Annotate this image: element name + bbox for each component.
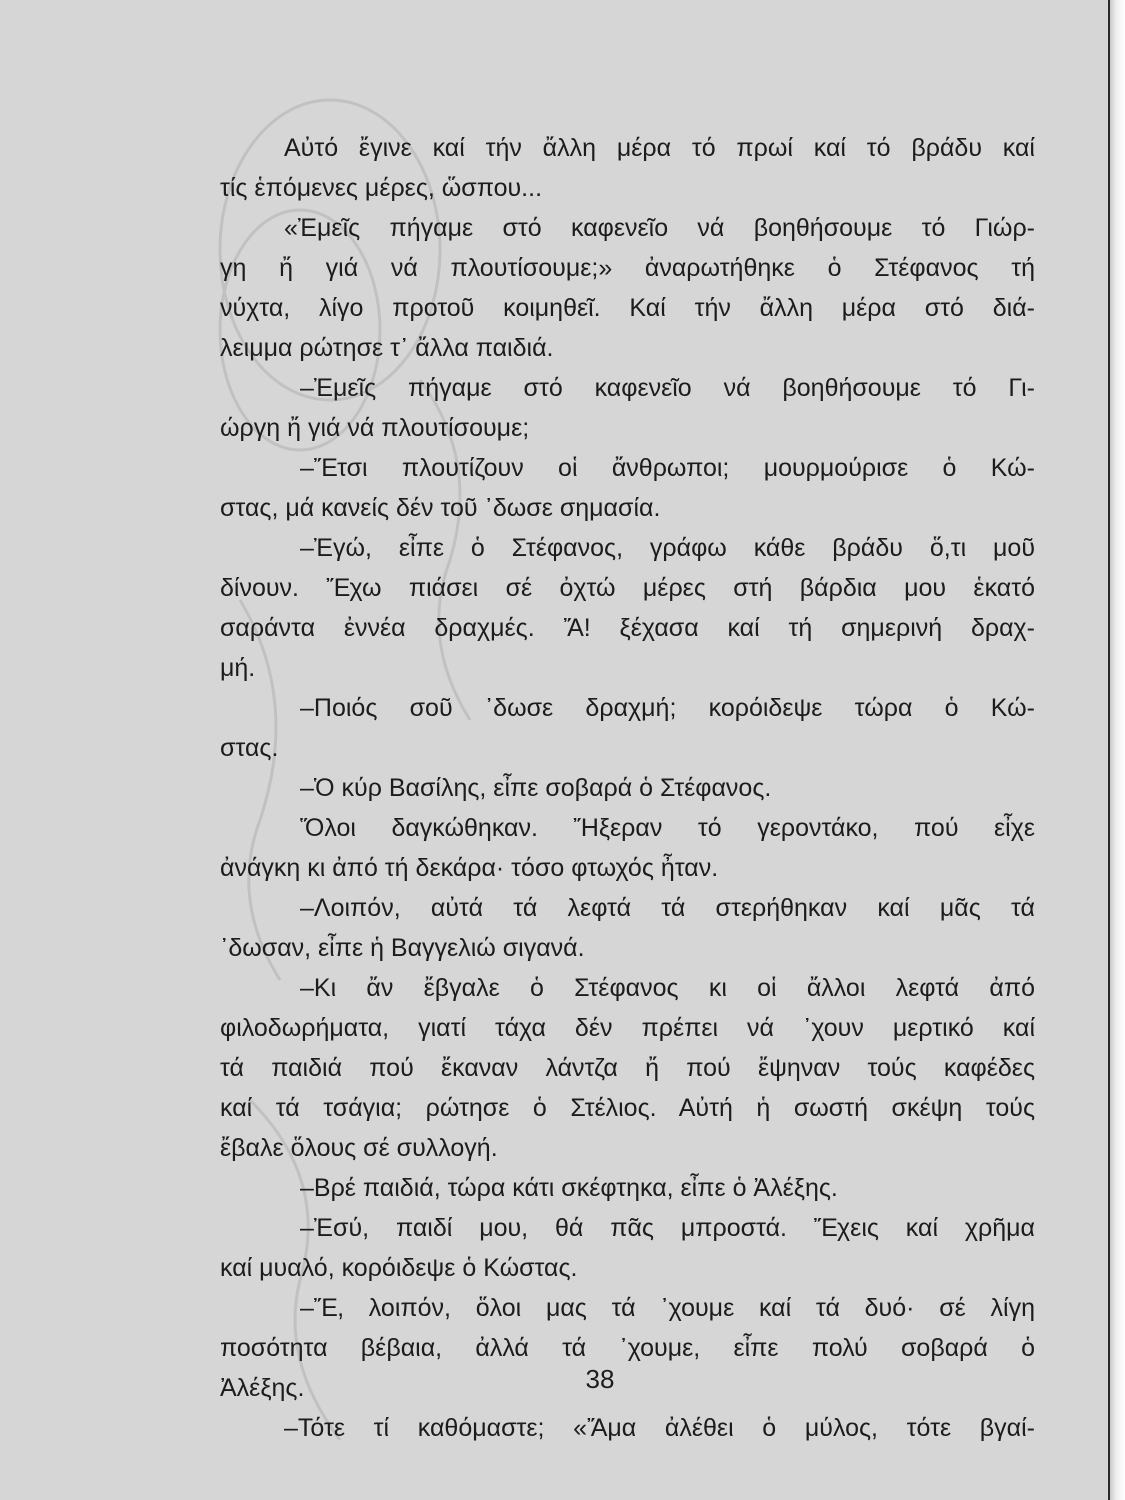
text-line-23: φιλοδωρήματα, γιατί τάχα δέν πρέπει νά ᾿χουν μερτικό καί [220, 1014, 1035, 1042]
text-line-18: Ὅλοι δαγκώθηκαν. Ἤξεραν τό γεροντάκο, πού εἶχε [300, 814, 1035, 842]
text-line-24: τά παιδιά πού ἔκαναν λάντζα ἤ πού ἔψηναν τούς καφέδες [220, 1054, 1035, 1082]
text-line-7: –Ἐμεῖς πήγαμε στό καφενεῖο νά βοηθήσουμε τό Γι- [300, 374, 1035, 402]
text-line-32: Ἀλέξης. [220, 1374, 305, 1402]
text-line-26: ἔβαλε ὅλους σέ συλλογή. [220, 1134, 498, 1162]
text-line-14: μή. [220, 654, 256, 682]
text-line-33: –Τότε τί καθόμαστε; «Ἄμα ἀλέθει ὁ μύλος, τότε βγαί- [284, 1414, 1035, 1442]
text-line-31: ποσότητα βέβαια, ἀλλά τά ᾿χουμε, εἶπε πολύ σοβαρά ὁ [220, 1334, 1035, 1362]
text-line-8: ώργη ἤ γιά νά πλουτίσουμε; [220, 414, 530, 442]
text-line-1: Αὐτό ἔγινε καί τήν ἄλλη μέρα τό πρωί καί τό βράδυ καί [284, 134, 1035, 162]
text-line-20: –Λοιπόν, αὐτά τά λεφτά τά στερήθηκαν καί μᾶς τά [300, 894, 1035, 922]
text-line-25: καί τά τσάγια; ρώτησε ὁ Στέλιος. Αὐτή ἡ σωστή σκέψη τούς [220, 1094, 1035, 1122]
text-line-2: τίς ἑπόμενες μέρες, ὥσπου... [220, 174, 543, 202]
text-line-10: στας, μά κανείς δέν τοῦ ᾿δωσε σημασία. [220, 494, 661, 522]
text-line-13: σαράντα ἐννέα δραχμές. Ἄ! ξέχασα καί τή σημερινή δραχ- [220, 614, 1035, 642]
text-line-28: –Ἐσύ, παιδί μου, θά πᾶς μπροστά. Ἔχεις καί χρῆμα [300, 1214, 1035, 1242]
text-line-17: –Ὁ κύρ Βασίλης, εἶπε σοβαρά ὁ Στέφανος. [300, 774, 772, 802]
text-line-21: ᾿δωσαν, εἶπε ἡ Βαγγελιώ σιγανά. [220, 934, 585, 962]
text-line-16: στας. [220, 734, 279, 762]
text-line-22: –Κι ἄν ἔβγαλε ὁ Στέφανος κι οἱ ἄλλοι λεφτά ἀπό [300, 974, 1035, 1002]
text-line-5: νύχτα, λίγο προτοῦ κοιμηθεῖ. Καί τήν ἄλλη μέρα στό διά- [220, 294, 1035, 322]
text-line-12: δίνουν. Ἔχω πιάσει σέ ὀχτώ μέρες στή βάρδια μου ἑκατό [220, 574, 1035, 602]
text-line-15: –Ποιός σοῦ ᾿δωσε δραχμή; κορόιδεψε τώρα ὁ Κώ- [300, 694, 1035, 722]
text-line-29: καί μυαλό, κορόιδεψε ὁ Κώστας. [220, 1254, 578, 1282]
text-line-4: γη ἤ γιά νά πλουτίσουμε;» ἀναρωτήθηκε ὁ Στέφανος τή [220, 254, 1035, 282]
text-line-3: «Ἐμεῖς πήγαμε στό καφενεῖο νά βοηθήσουμε τό Γιώρ- [284, 214, 1035, 242]
text-line-6: λειμμα ρώτησε τ᾿ ἄλλα παιδιά. [220, 334, 554, 362]
text-line-19: ἀνάγκη κι ἀπό τή δεκάρα· τόσο φτωχός ἦταν. [220, 854, 719, 882]
page-number: 38 [585, 1364, 615, 1394]
text-line-27: –Βρέ παιδιά, τώρα κάτι σκέφτηκα, εἶπε ὁ Ἀλέξης. [300, 1174, 838, 1202]
text-line-30: –Ἔ, λοιπόν, ὅλοι μας τά ᾿χουμε καί τά δυό· σέ λίγη [300, 1294, 1035, 1322]
text-line-11: –Ἐγώ, εἶπε ὁ Στέφανος, γράφω κάθε βράδυ ὅ,τι μοῦ [300, 534, 1035, 562]
text-line-9: –Ἔτσι πλουτίζουν οἱ ἄνθρωποι; μουρμούρισε ὁ Κώ- [300, 454, 1035, 482]
text-block [220, 128, 1035, 1448]
book-spine-edge [1108, 0, 1125, 1500]
